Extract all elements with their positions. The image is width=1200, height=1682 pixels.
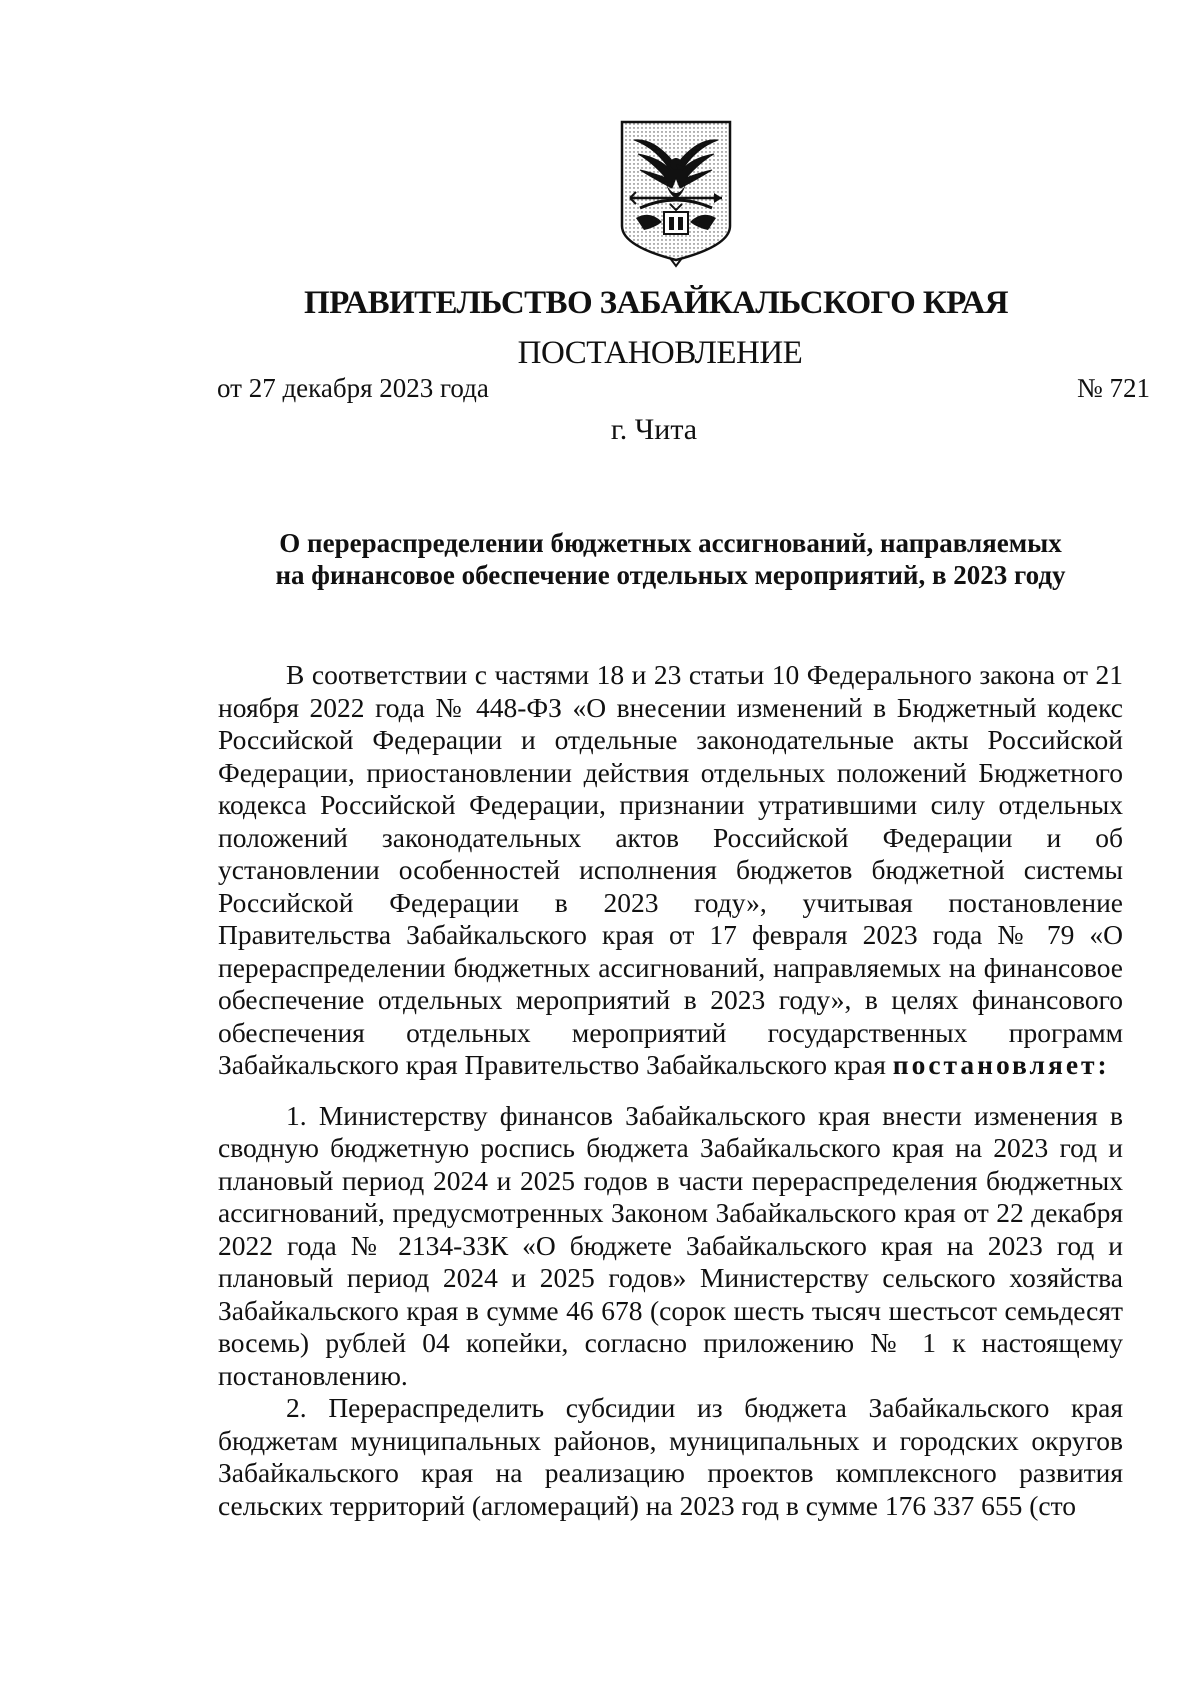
document-subject bbox=[218, 527, 1123, 591]
preamble-text: В соответствии с частями 18 и 23 статьи 10 Федерального закона от 21 ноября 2022 года № 448-ФЗ «О внесении изменений в Бюджетный кодекс Российской Федерации и отдельные законодательные акты Российской Федерации, приостановлении действия отдельных положений Бюджетного кодекса Российской Федерации, признании утратившими силу отдельных положений законодательных актов Российской Федерации и об установлении особенностей исполнения бюджетов бюджетной системы Российской Федерации в 2023 году», учитывая постановление Правительства Забайкальского края от 17 февраля 2023 года № 79 «О перераспределении бюджетных ассигнований, направляемых на финансовое обеспечение отдельных мероприятий в 2023 году», в целях финансового обеспечения отдельных мероприятий государственных программ Забайкальского края Правительство Забайкальского края bbox=[218, 659, 1123, 1080]
subject-line-1: О перераспределении бюджетных ассигнований, направляемых bbox=[279, 528, 1062, 558]
document-city: г. Чита bbox=[610, 413, 698, 446]
document-body bbox=[218, 659, 1123, 1522]
document-date: от 27 декабря 2023 года bbox=[217, 373, 489, 403]
document-type: ПОСТАНОВЛЕНИЕ bbox=[517, 335, 803, 371]
government-name: ПРАВИТЕЛЬСТВО ЗАБАЙКАЛЬСКОГО КРАЯ bbox=[304, 285, 1008, 321]
preamble-paragraph bbox=[218, 659, 1123, 1082]
item-2-paragraph: 2. Перераспределить субсидии из бюджета Забайкальского края бюджетам муниципальных районов, муниципальных и городских округов Забайкальского края на реализацию проектов комплексного развития сельских территорий (агломераций) на 2023 год в сумме 176 337 655 (сто bbox=[218, 1392, 1123, 1521]
zabaikalsky-coat-of-arms-icon bbox=[616, 118, 736, 268]
subject-line-2: на финансовое обеспечение отдельных мероприятий, в 2023 году bbox=[275, 560, 1066, 590]
resolves-word: постановляет: bbox=[892, 1049, 1110, 1080]
item-1-paragraph: 1. Министерству финансов Забайкальского края внести изменения в сводную бюджетную роспись бюджета Забайкальского края на 2023 год и плановый период 2024 и 2025 годов в части перераспределения бюджетных ассигнований, предусмотренных Законом Забайкальского края от 22 декабря 2022 года № 2134-ЗЗК «О бюджете Забайкальского края на 2023 год и плановый период 2024 и 2025 годов» Министерству сельского хозяйства Забайкальского края в сумме 46 678 (сорок шесть тысяч шестьсот семьдесят восемь) рублей 04 копейки, согласно приложению № 1 к настоящему постановлению. bbox=[218, 1099, 1123, 1391]
document-number: № 721 bbox=[1076, 373, 1150, 403]
